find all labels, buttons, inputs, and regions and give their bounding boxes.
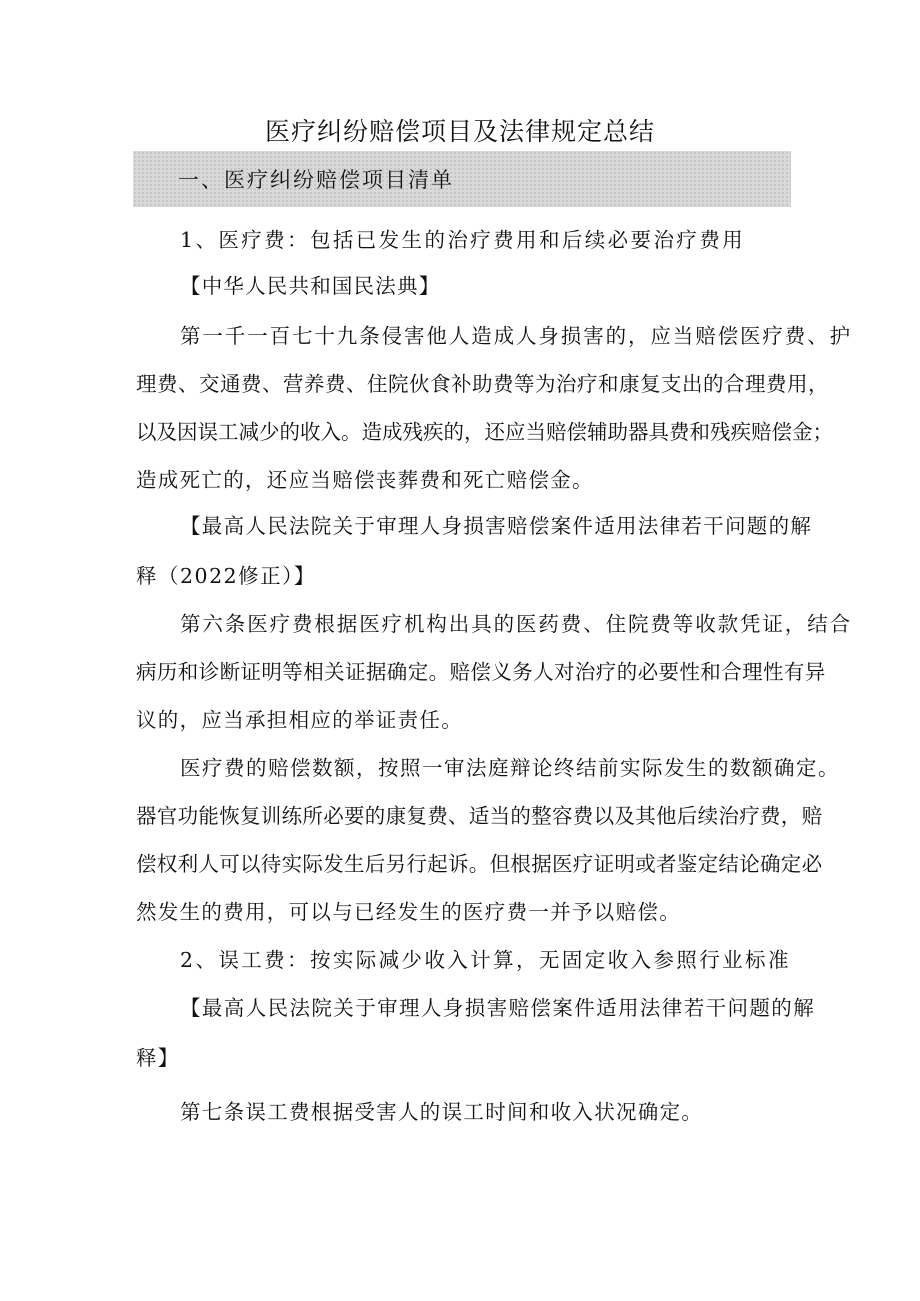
citation-civil-code: 【中华人民共和国民法典】 [180,274,441,298]
item-heading-medical-fee: 1、医疗费：包括已发生的治疗费用和后续必要治疗费用 [180,228,746,252]
section-heading: 一、医疗纠纷赔偿项目清单 [178,168,454,192]
paragraph-line: 器官功能恢复训练所必要的康复费、适当的整容费以及其他后续治疗费，赔 [136,804,823,828]
citation-interpretation-2022-cont: 释（2022修正）】 [136,564,316,588]
paragraph-line: 以及因误工减少的收入。造成残疾的，还应当赔偿辅助器具费和残疾赔偿金； [136,420,833,444]
paragraph-line: 第六条医疗费根据医疗机构出具的医药费、住院费等收款凭证，结合 [180,612,852,636]
paragraph-line: 然发生的费用，可以与已经发生的医疗费一并予以赔偿。 [136,900,681,924]
paragraph-line: 第七条误工费根据受害人的误工时间和收入状况确定。 [180,1100,704,1124]
paragraph-line: 造成死亡的，还应当赔偿丧葬费和死亡赔偿金。 [136,468,594,492]
paragraph-line: 病历和诊断证明等相关证据确定。赔偿义务人对治疗的必要性和合理性有异 [136,660,826,684]
item-heading-lost-wages: 2、误工费：按实际减少收入计算，无固定收入参照行业标准 [180,948,791,972]
paragraph-line: 理费、交通费、营养费、住院伙食补助费等为治疗和康复支出的合理费用， [136,372,829,396]
citation-interpretation: 【最高人民法院关于审理人身损害赔偿案件适用法律若干问题的解 [180,996,816,1020]
paragraph-line: 医疗费的赔偿数额，按照一审法庭辩论终结前实际发生的数额确定。 [180,756,840,780]
citation-interpretation-cont: 释】 [136,1046,180,1070]
paragraph-line: 议的，应当承担相应的举证责任。 [136,708,463,732]
citation-interpretation-2022: 【最高人民法院关于审理人身损害赔偿案件适用法律若干问题的解 [180,514,813,538]
document-title: 医疗纠纷赔偿项目及法律规定总结 [264,117,655,146]
paragraph-line: 偿权利人可以待实际发生后另行起诉。但根据医疗证明或者鉴定结论确定必 [136,852,823,876]
paragraph-line: 第一千一百七十九条侵害他人造成人身损害的，应当赔偿医疗费、护 [180,324,852,348]
